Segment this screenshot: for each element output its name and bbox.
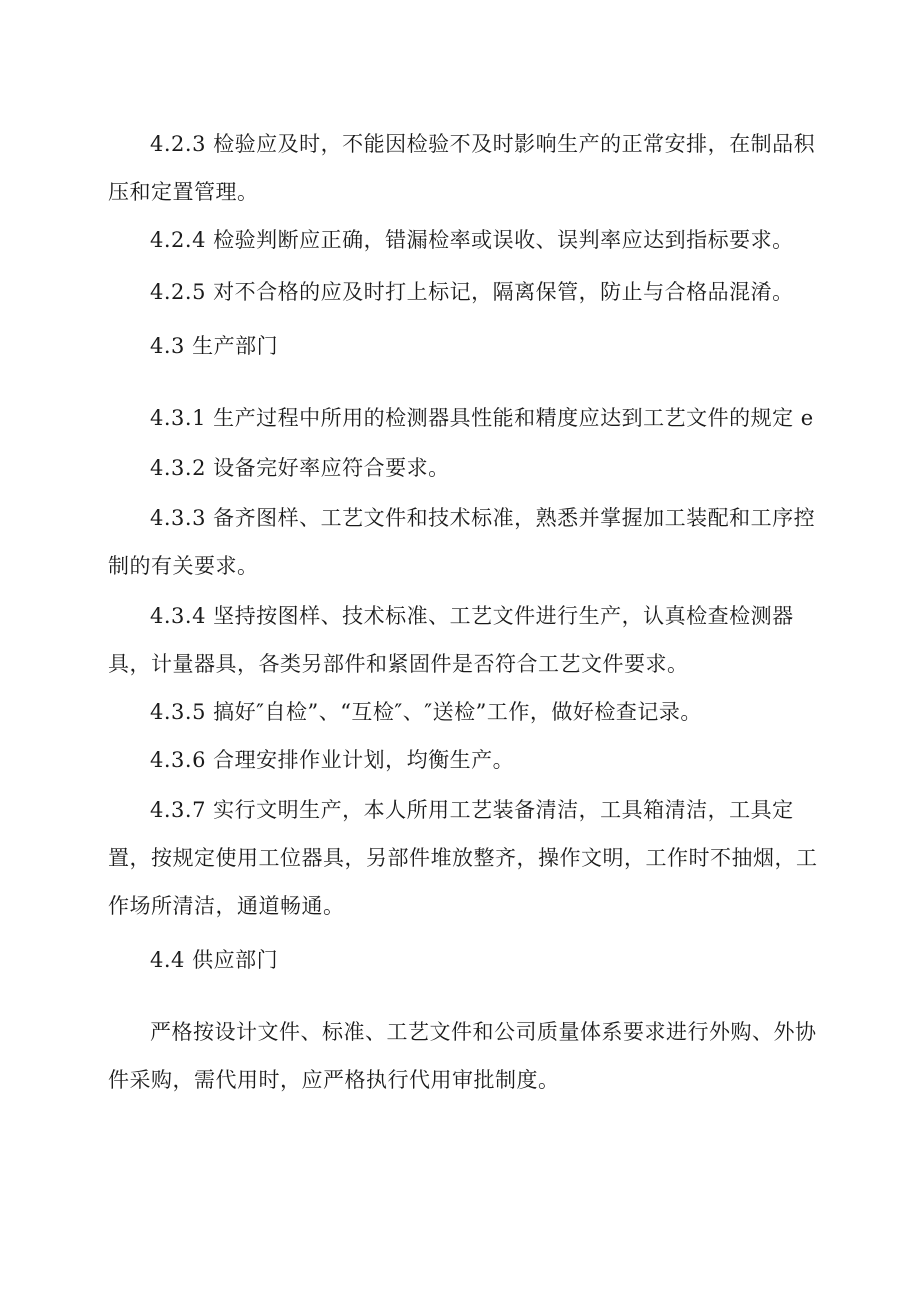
paragraph-4-2-5: 4.2.5 对不合格的应及时打上标记，隔离保管，防止与合格品混淆。 — [150, 280, 794, 304]
heading-4-3: 4.3 生产部门 — [150, 334, 279, 358]
paragraph-4-3-1: 4.3.1 生产过程中所用的检测器具性能和精度应达到工艺文件的规定 e — [150, 406, 814, 430]
paragraph-4-3-6: 4.3.6 合理安排作业计划，均衡生产。 — [150, 748, 515, 772]
paragraph-4-2-4: 4.2.4 检验判断应正确，错漏检率或误收、误判率应达到指标要求。 — [150, 228, 794, 252]
paragraph-4-4: 严格按设计文件、标准、工艺文件和公司质量体系要求进行外购、外协件采购，需代用时，应严格执行代用审批制度。 — [108, 1020, 817, 1092]
paragraph-4-3-2: 4.3.2 设备完好率应符合要求。 — [150, 456, 450, 480]
heading-4-4: 4.4 供应部门 — [150, 948, 279, 972]
paragraph-4-2-3: 4.2.3 检验应及时，不能因检验不及时影响生产的正常安排，在制品积压和定置管理。 — [108, 132, 816, 204]
paragraph-4-3-4: 4.3.4 坚持按图样、技术标准、工艺文件进行生产，认真检查检测器具，计量器具，各类另部件和紧固件是否符合工艺文件要求。 — [108, 604, 794, 676]
paragraph-4-3-3: 4.3.3 备齐图样、工艺文件和技术标准，熟悉并掌握加工装配和工序控制的有关要求。 — [108, 506, 816, 578]
paragraph-4-3-7: 4.3.7 实行文明生产，本人所用工艺装备清洁，工具箱清洁，工具定置，按规定使用工位器具，另部件堆放整齐，操作文明，工作时不抽烟，工作场所清洁，通道畅通。 — [108, 798, 818, 918]
paragraph-4-3-5: 4.3.5 搞好″自检”、“互检″、″送检”工作，做好检查记录。 — [150, 700, 702, 724]
